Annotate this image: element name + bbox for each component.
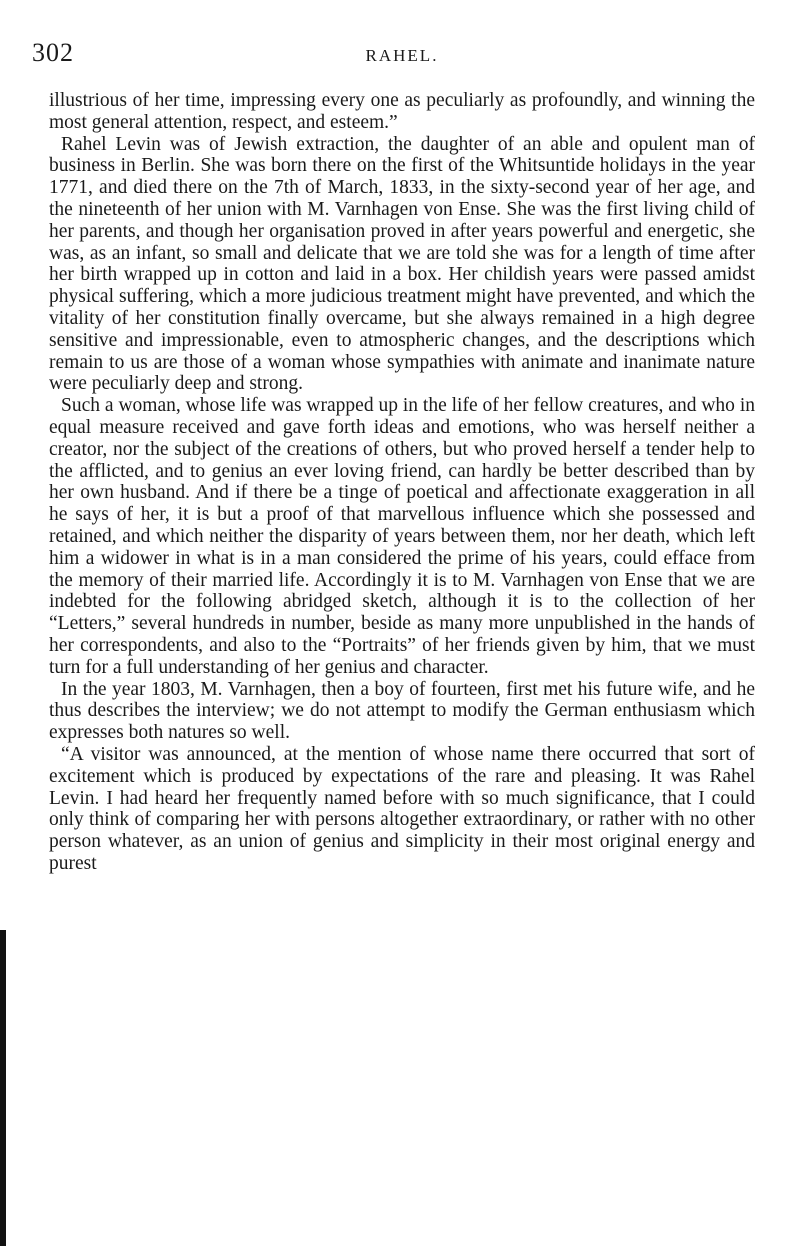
paragraph-year-1803: In the year 1803, M. Varnhagen, then a boy of fourteen, first met his future wife, and he thus describes the interview; we do not attempt to modify the German enthusiasm which expresses both natures so well. — [49, 678, 755, 744]
running-head: RAHEL. — [365, 46, 439, 65]
page-header — [32, 38, 772, 72]
page-edge-shadow — [0, 930, 6, 1246]
paragraph-continuation: illustrious of her time, impressing every one as peculiarly as profoundly, and winning the most general attention, respect, and esteem.” — [49, 90, 755, 133]
paragraph-such-a-woman: Such a woman, whose life was wrapped up in the life of her fellow creatures, and who in equal measure received and gave forth ideas and emotions, who was herself neither a creator, nor the subject of the creations of others, but who proved herself a tender help to the afflicted, and to genius an ever loving friend, can hardly be better described than by her own husband. And if there be a tinge of poetical and affectionate exaggeration in all he says of her, it is but a proof of that marvellous influence which she possessed and retained, and which neither the disparity of years between them, nor her death, which left him a widower in what is in a man considered the prime of his years, could efface from the memory of their married life. Accordingly it is to M. Varnhagen von Ense that we are indebted for the following abridged sketch, although it is to the collection of her “Letters,” several hundreds in number, beside as many more unpublished in the hands of her correspondents, and also to the “Portraits” of her friends given by him, that we must turn for a full understanding of her genius and character. — [49, 395, 755, 678]
body-text — [49, 90, 755, 875]
paragraph-quotation: “A visitor was announced, at the mention of whose name there occurred that sort of excitement which is produced by expectations of the rare and pleasing. It was Rahel Levin. I had heard her frequently named before with so much significance, that I could only think of comparing her with persons altogether extraordinary, or rather with no other person whatever, as an union of genius and simplicity in their most original energy and purest — [49, 743, 755, 874]
paragraph-rahel-origins: Rahel Levin was of Jewish extraction, the daughter of an able and opulent man of business in Berlin. She was born there on the first of the Whitsuntide holidays in the year 1771, and died there on the 7th of March, 1833, in the sixty-second year of her age, and the nineteenth of her union with M. Varnhagen von Ense. She was the first living child of her parents, and though her organisation proved in after years powerful and energetic, she was, as an infant, so small and delicate that we are told she was for a length of time after her birth wrapped up in cotton and laid in a box. Her childish years were passed amidst physical suffering, which a more judicious treatment might have prevented, and which the vitality of her constitution finally overcame, but she always remained in a high degree sensitive and impressionable, even to atmospheric changes, and the descriptions which remain to us are those of a woman whose sympathies with animate and inanimate nature were peculiarly deep and strong. — [49, 133, 755, 395]
page-number: 302 — [32, 38, 74, 67]
